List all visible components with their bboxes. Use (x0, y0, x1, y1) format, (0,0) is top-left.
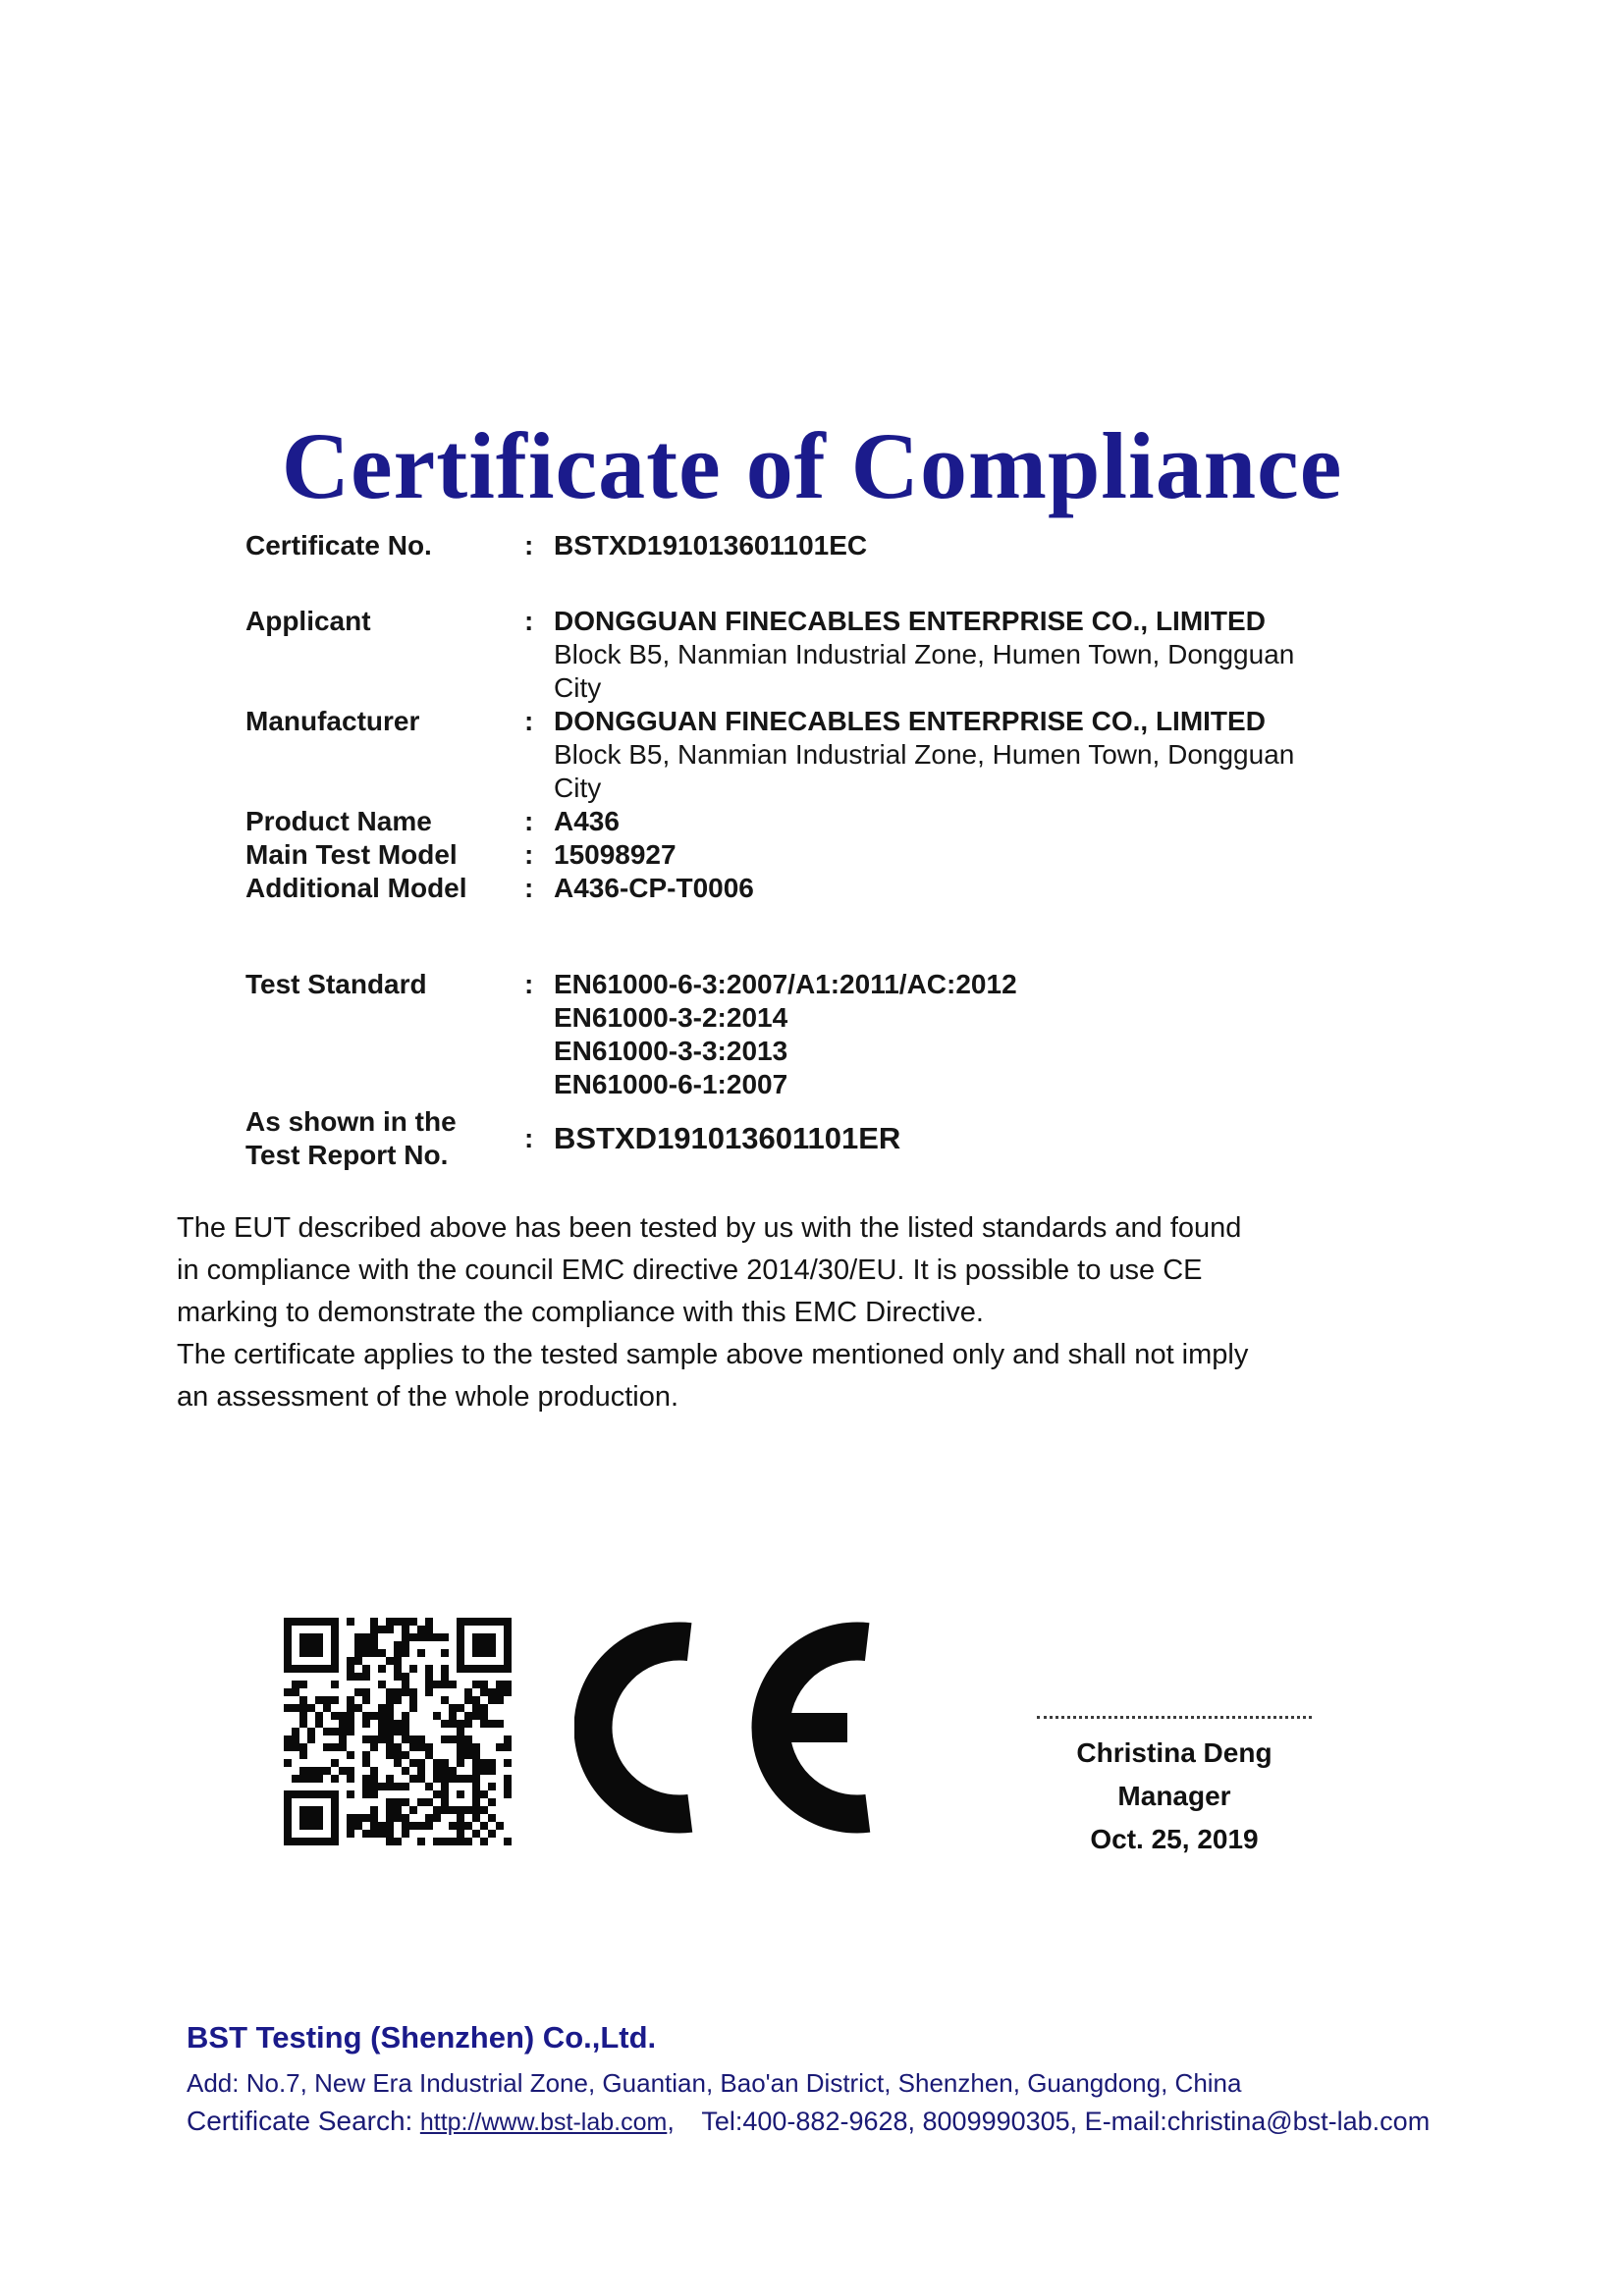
field-colon: : (524, 706, 534, 736)
field-row-main-test-model (245, 838, 1483, 872)
field-row-additional-model (245, 872, 1483, 905)
field-label: Additional Model (245, 873, 467, 903)
declaration-line: The EUT described above has been tested by us with the listed standards and found (177, 1212, 1242, 1244)
certificate-search-link[interactable]: http://www.bst-lab.com (419, 2109, 668, 2136)
applicant-name: DONGGUAN FINECABLES ENTERPRISE CO., LIMITED (554, 606, 1266, 636)
ce-letter-e-bar (779, 1713, 847, 1742)
field-value-group (554, 605, 1483, 705)
field-label: Main Test Model (245, 839, 458, 870)
signature-date: Oct. 25, 2019 (1090, 1824, 1259, 1854)
declaration-line: in compliance with the council EMC directive 2014/30/EU. It is possible to use CE (177, 1255, 1203, 1286)
field-label: Manufacturer (245, 706, 420, 736)
field-colon: : (524, 969, 534, 999)
field-label-line: Test Report No. (245, 1140, 449, 1170)
field-label: Certificate No. (245, 530, 432, 561)
field-colon: : (524, 873, 534, 903)
ce-mark-icon (574, 1622, 879, 1834)
field-row-certificate-no (245, 529, 1483, 562)
certificate-search-label: Certificate Search: (187, 2106, 413, 2136)
field-value-group (554, 705, 1483, 805)
applicant-address-line: Block B5, Nanmian Industrial Zone, Humen Town, Dongguan (554, 639, 1295, 669)
certificate-search-line (187, 2104, 1502, 2140)
field-label: Applicant (245, 606, 371, 636)
field-label: Test Standard (245, 969, 427, 999)
field-value: BSTXD191013601101EC (554, 530, 868, 561)
certificate-fields (245, 529, 1483, 1172)
field-value-group (554, 968, 1483, 1101)
field-row-applicant (245, 605, 1483, 705)
field-colon: : (524, 839, 534, 870)
field-label (245, 1105, 524, 1172)
test-standard-line: EN61000-6-3:2007/A1:2011/AC:2012 (554, 969, 1017, 999)
field-label: Product Name (245, 806, 432, 836)
lab-name: BST Testing (Shenzhen) Co.,Ltd. (187, 2020, 657, 2055)
field-colon: : (524, 606, 534, 636)
field-row-test-standard (245, 968, 1483, 1101)
lab-address: Add: No.7, New Era Industrial Zone, Guantian, Bao'an District, Shenzhen, Guangdong, China (187, 2068, 1242, 2098)
field-value: BSTXD191013601101ER (554, 1121, 901, 1155)
signer-name: Christina Deng (1076, 1737, 1272, 1768)
field-colon: : (524, 530, 534, 561)
declaration-line: The certificate applies to the tested sample above mentioned only and shall not imply (177, 1339, 1249, 1370)
signature-dotted-line (1037, 1716, 1312, 1719)
field-colon: : (524, 1123, 534, 1153)
test-standard-line: EN61000-6-1:2007 (554, 1069, 788, 1099)
lab-contact-info: Tel:400-882-9628, 8009990305, E-mail:christina@bst-lab.com (701, 2107, 1431, 2136)
field-row-product-name (245, 805, 1483, 838)
field-value: 15098927 (554, 839, 677, 870)
test-standard-line: EN61000-3-2:2014 (554, 1002, 788, 1033)
field-value: A436-CP-T0006 (554, 873, 754, 903)
test-standard-line: EN61000-3-3:2013 (554, 1036, 788, 1066)
manufacturer-address-line: City (554, 773, 602, 803)
field-value: A436 (554, 806, 620, 836)
field-label-line: As shown in the (245, 1106, 457, 1137)
page-title: Certificate of Compliance (281, 413, 1343, 519)
signer-role: Manager (1117, 1781, 1231, 1811)
manufacturer-name: DONGGUAN FINECABLES ENTERPRISE CO., LIMITED (554, 706, 1266, 736)
lab-footer (187, 2018, 1502, 2140)
declaration-line: marking to demonstrate the compliance with this EMC Directive. (177, 1297, 984, 1328)
field-colon: : (524, 806, 534, 836)
declaration-line: an assessment of the whole production. (177, 1381, 679, 1413)
declaration-paragraph (177, 1207, 1473, 1418)
qr-code-icon (284, 1618, 512, 1845)
signature-block (978, 1716, 1371, 1861)
ce-letter-c (593, 1641, 766, 1814)
field-row-manufacturer (245, 705, 1483, 805)
applicant-address-line: City (554, 672, 602, 703)
search-separator: , (667, 2107, 675, 2136)
field-row-test-report-no (245, 1105, 1483, 1172)
manufacturer-address-line: Block B5, Nanmian Industrial Zone, Humen Town, Dongguan (554, 739, 1295, 770)
